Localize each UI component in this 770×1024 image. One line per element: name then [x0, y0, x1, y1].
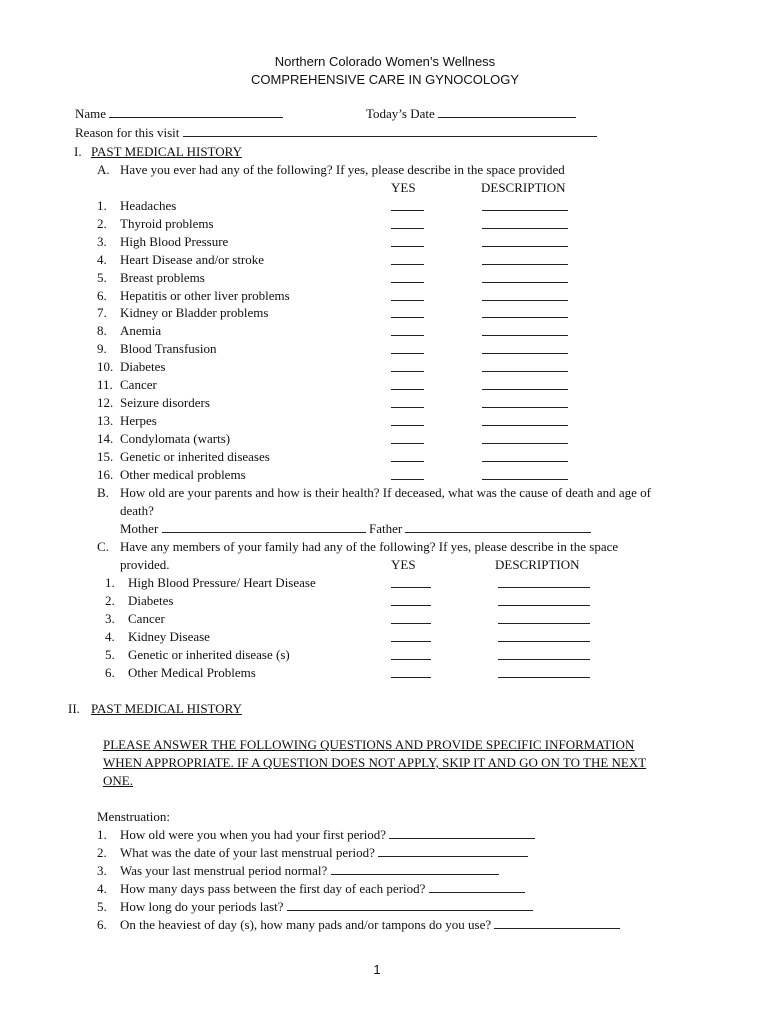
- part-c-letter: C.: [97, 539, 109, 554]
- question-label: Was your last menstrual period normal?: [120, 862, 328, 878]
- list-item-number: 5.: [105, 646, 115, 662]
- yes-answer-field[interactable]: [391, 469, 424, 480]
- list-item-label: Condylomata (warts): [120, 430, 231, 446]
- list-item-label: Diabetes: [120, 359, 166, 375]
- list-item-label: Genetic or inherited disease (s): [128, 646, 290, 662]
- description-field[interactable]: [482, 379, 568, 390]
- description-field[interactable]: [482, 451, 568, 462]
- description-field[interactable]: [482, 307, 568, 318]
- list-item-number: 4.: [105, 628, 115, 644]
- list-item-label: Blood Transfusion: [120, 341, 217, 357]
- description-field[interactable]: [482, 325, 568, 336]
- yes-answer-field[interactable]: [391, 613, 431, 624]
- list-item-label: Breast problems: [120, 269, 205, 285]
- yes-answer-field[interactable]: [391, 631, 431, 642]
- list-item-label: Kidney Disease: [128, 628, 210, 644]
- list-item-number: 3.: [97, 862, 107, 878]
- list-item-number: 4.: [97, 251, 107, 267]
- question-row: [120, 881, 525, 897]
- list-item-number: 2.: [97, 215, 107, 231]
- answer-field[interactable]: [287, 900, 533, 911]
- name-field[interactable]: [109, 107, 283, 118]
- yes-answer-field[interactable]: [391, 451, 424, 462]
- section-1-title: PAST MEDICAL HISTORY: [91, 144, 242, 159]
- list-item-number: 1.: [97, 198, 107, 213]
- part-b-question-line2: death?: [120, 503, 154, 518]
- question-row: [120, 863, 499, 879]
- yes-answer-field[interactable]: [391, 200, 424, 211]
- list-item-number: 2.: [105, 592, 115, 608]
- answer-field[interactable]: [331, 864, 499, 875]
- part-a-letter: A.: [97, 162, 110, 177]
- question-row: [120, 899, 533, 915]
- date-label: Today’s Date: [366, 106, 435, 121]
- yes-answer-field[interactable]: [391, 397, 424, 408]
- answer-field[interactable]: [494, 918, 620, 929]
- section-2-numeral: II.: [68, 701, 80, 716]
- list-item-number: 14.: [97, 430, 114, 446]
- list-item-label: Herpes: [120, 412, 157, 428]
- yes-answer-field[interactable]: [391, 577, 431, 588]
- description-field[interactable]: [482, 272, 568, 283]
- list-item-number: 1.: [105, 575, 115, 590]
- list-item-number: 6.: [97, 287, 107, 303]
- list-item-label: Cancer: [128, 610, 165, 626]
- form-subtitle: COMPREHENSIVE CARE IN GYNOCOLOGY: [251, 72, 519, 87]
- yes-answer-field[interactable]: [391, 272, 424, 283]
- description-field[interactable]: [482, 361, 568, 372]
- yes-answer-field[interactable]: [391, 433, 424, 444]
- list-item-label: Diabetes: [128, 592, 174, 608]
- description-field[interactable]: [482, 290, 568, 301]
- menstruation-label: Menstruation:: [97, 809, 170, 824]
- yes-answer-field[interactable]: [391, 649, 431, 660]
- list-item-label: Cancer: [120, 377, 157, 392]
- list-item-number: 5.: [97, 898, 107, 914]
- yes-answer-field[interactable]: [391, 290, 424, 301]
- list-item-label: Hepatitis or other liver problems: [120, 287, 290, 303]
- description-field[interactable]: [498, 613, 590, 624]
- part-a-question: Have you ever had any of the following? If yes, please describe in the space provided: [120, 162, 565, 177]
- list-item-number: 4.: [97, 880, 107, 896]
- name-row: [75, 106, 283, 122]
- reason-field[interactable]: [183, 126, 597, 137]
- list-item-label: Headaches: [120, 198, 177, 213]
- father-field[interactable]: [405, 522, 591, 533]
- description-field[interactable]: [482, 236, 568, 247]
- yes-answer-field[interactable]: [391, 595, 431, 606]
- part-c-yes-header: YES: [391, 557, 416, 572]
- question-label: On the heaviest of day (s), how many pads and/or tampons do you use?: [120, 916, 492, 932]
- description-field[interactable]: [482, 343, 568, 354]
- description-field[interactable]: [498, 649, 590, 660]
- yes-answer-field[interactable]: [391, 361, 424, 372]
- description-field[interactable]: [498, 631, 590, 642]
- part-c-description-header: DESCRIPTION: [495, 557, 580, 572]
- question-row: [120, 917, 620, 933]
- description-field[interactable]: [482, 254, 568, 265]
- list-item-number: 8.: [97, 323, 107, 339]
- yes-answer-field[interactable]: [391, 254, 424, 265]
- instructions-line-3: ONE.: [103, 773, 133, 788]
- description-field[interactable]: [482, 469, 568, 480]
- list-item-label: Anemia: [120, 323, 162, 339]
- list-item-number: 6.: [97, 916, 107, 932]
- list-item-number: 3.: [97, 233, 107, 249]
- answer-field[interactable]: [378, 846, 528, 857]
- instructions-line-1: PLEASE ANSWER THE FOLLOWING QUESTIONS AND PROVIDE SPECIFIC INFORMATION: [103, 737, 635, 752]
- description-field[interactable]: [498, 667, 590, 678]
- form-organization-title: Northern Colorado Women’s Wellness: [274, 54, 496, 69]
- list-item-number: 5.: [97, 269, 107, 285]
- list-item-number: 6.: [105, 664, 115, 680]
- description-field[interactable]: [482, 218, 568, 229]
- part-a-yes-header: YES: [391, 180, 416, 195]
- list-item-label: Other medical problems: [120, 466, 246, 482]
- yes-answer-field[interactable]: [391, 218, 424, 229]
- yes-answer-field[interactable]: [391, 667, 431, 678]
- list-item-number: 1.: [97, 827, 107, 842]
- mother-field[interactable]: [162, 522, 366, 533]
- reason-row: [75, 125, 597, 141]
- list-item-label: Thyroid problems: [120, 215, 214, 231]
- part-b-letter: B.: [97, 485, 109, 500]
- description-field[interactable]: [482, 415, 568, 426]
- question-row: [120, 827, 535, 843]
- question-row: [120, 845, 528, 861]
- list-item-label: Other Medical Problems: [128, 664, 256, 680]
- list-item-label: Kidney or Bladder problems: [120, 305, 269, 321]
- mother-label: Mother: [120, 521, 159, 536]
- list-item-number: 11.: [97, 377, 113, 392]
- question-label: What was the date of your last menstrual period?: [120, 844, 375, 860]
- description-field[interactable]: [482, 433, 568, 444]
- part-c-question-line1: Have any members of your family had any of the following? If yes, please describe in the space: [120, 539, 619, 554]
- list-item-number: 16.: [97, 466, 114, 482]
- date-row: [366, 106, 576, 122]
- list-item-number: 13.: [97, 412, 114, 428]
- list-item-label: Heart Disease and/or stroke: [120, 251, 265, 267]
- page-number: 1: [373, 962, 381, 977]
- question-label: How long do your periods last?: [120, 898, 284, 914]
- list-item-number: 3.: [105, 610, 115, 626]
- instructions-line-2: WHEN APPROPRIATE. IF A QUESTION DOES NOT APPLY, SKIP IT AND GO ON TO THE NEXT: [103, 755, 647, 770]
- father-label: Father: [369, 521, 403, 536]
- part-c-question-line2: provided.: [120, 557, 170, 572]
- yes-answer-field[interactable]: [391, 325, 424, 336]
- description-field[interactable]: [482, 200, 568, 211]
- father-row: [369, 521, 591, 537]
- mother-row: [120, 521, 366, 537]
- yes-answer-field[interactable]: [391, 343, 424, 354]
- name-label: Name: [75, 106, 107, 121]
- part-a-description-header: DESCRIPTION: [481, 180, 566, 195]
- date-field[interactable]: [438, 107, 576, 118]
- description-field[interactable]: [482, 397, 568, 408]
- list-item-number: 12.: [97, 394, 114, 410]
- question-label: How old were you when you had your first period?: [120, 827, 387, 842]
- list-item-number: 2.: [97, 844, 107, 860]
- list-item-label: Genetic or inherited diseases: [120, 448, 270, 464]
- question-label: How many days pass between the first day of each period?: [120, 880, 426, 896]
- yes-answer-field[interactable]: [391, 236, 424, 247]
- part-b-question-line1: How old are your parents and how is their health? If deceased, what was the cause of death and age of: [120, 485, 651, 500]
- reason-label: Reason for this visit: [75, 125, 180, 140]
- section-2-title: PAST MEDICAL HISTORY: [91, 701, 242, 716]
- yes-answer-field[interactable]: [391, 379, 424, 390]
- description-field[interactable]: [498, 595, 590, 606]
- list-item-number: 10.: [97, 359, 114, 375]
- list-item-number: 15.: [97, 448, 114, 464]
- section-1-numeral: I.: [74, 144, 82, 159]
- yes-answer-field[interactable]: [391, 307, 424, 318]
- description-field[interactable]: [498, 577, 590, 588]
- list-item-label: Seizure disorders: [120, 394, 210, 410]
- list-item-number: 9.: [97, 341, 107, 357]
- list-item-label: High Blood Pressure/ Heart Disease: [128, 575, 316, 590]
- list-item-number: 7.: [97, 305, 107, 321]
- yes-answer-field[interactable]: [391, 415, 424, 426]
- answer-field[interactable]: [429, 882, 525, 893]
- answer-field[interactable]: [389, 828, 535, 839]
- list-item-label: High Blood Pressure: [120, 233, 229, 249]
